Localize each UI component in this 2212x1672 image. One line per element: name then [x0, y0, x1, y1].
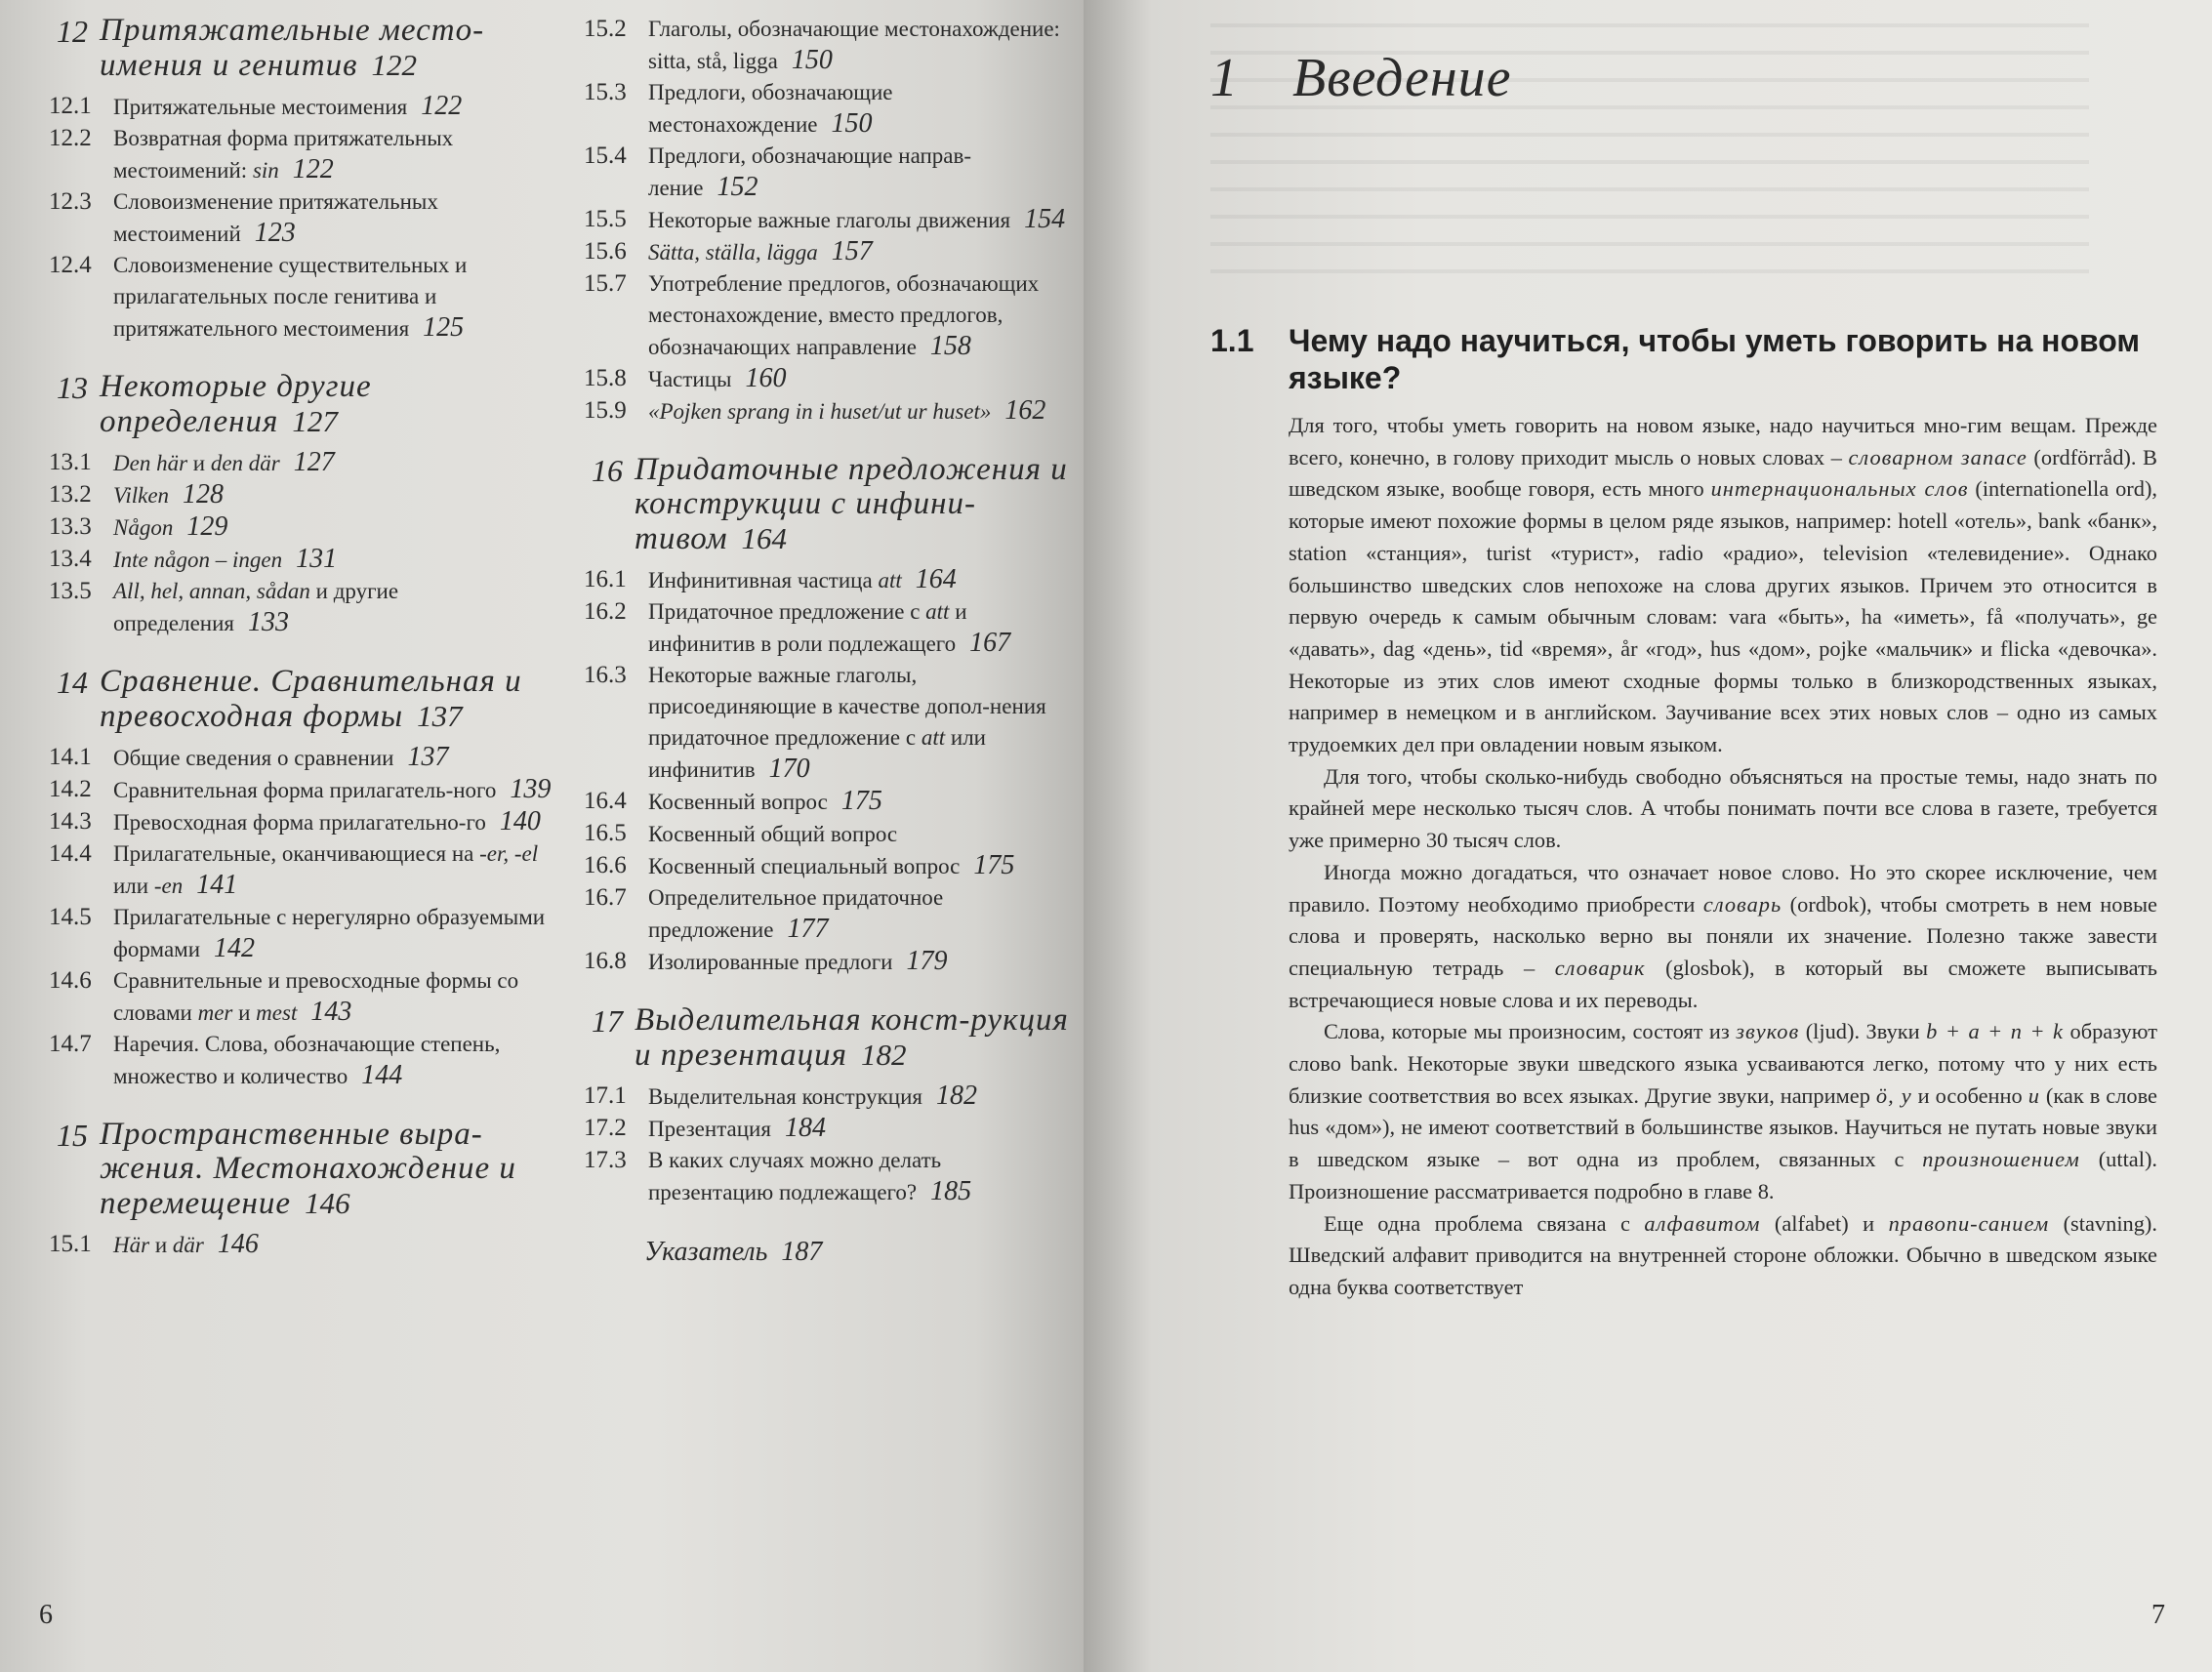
toc-entry-number: 12.4 [49, 252, 92, 278]
toc-entry-number: 16.7 [584, 884, 627, 911]
toc-entry-page: 146 [217, 1229, 259, 1259]
toc-chapter [584, 453, 1072, 978]
toc-entry-text: Косвенный общий вопрос [648, 822, 898, 846]
toc-entry-page: 177 [787, 914, 829, 944]
toc-entry-page: 140 [499, 806, 541, 836]
toc-chapter-title: Сравнение. Сравнительная и превосходная формы [100, 664, 522, 734]
toc-chapter-page: 137 [417, 699, 463, 733]
toc-entry-number: 14.6 [49, 967, 92, 994]
toc-entry-text: Косвенный специальный вопрос [648, 854, 961, 878]
toc-entry-text: Vilken [113, 483, 170, 508]
toc-chapter-heading [584, 453, 1072, 556]
toc-entry-text: или [113, 874, 154, 898]
toc-entry [584, 946, 1072, 978]
toc-index [584, 1236, 1072, 1269]
toc-entry [49, 91, 556, 123]
toc-entry-text: mer [197, 1000, 233, 1025]
toc-entry-number: 13.5 [49, 578, 92, 604]
toc-entry-page: 150 [791, 45, 833, 75]
toc-chapter-heading [49, 14, 556, 83]
toc-entry-number: 14.2 [49, 776, 92, 802]
toc-entry-text: и инфинитив в роли подлежащего [648, 599, 967, 656]
toc-chapter [49, 14, 556, 345]
toc-entry [49, 902, 556, 965]
body-paragraph [1289, 410, 2157, 761]
toc-entry-text: Sätta, ställa, lägga [648, 240, 818, 265]
toc-chapter-number: 14 [57, 665, 88, 700]
term-text: алфавитом [1644, 1210, 1761, 1236]
toc-entry-page: 175 [840, 786, 882, 816]
toc-entry-page: 182 [936, 1081, 977, 1111]
toc-entry-number: 16.6 [584, 852, 627, 878]
toc-chapter-page: 164 [741, 521, 788, 555]
toc-entry-page: 125 [423, 312, 465, 343]
toc-entry-text: Inte någon – ingen [113, 548, 283, 572]
toc-entry-page: 141 [196, 870, 238, 900]
toc-entry-text: Косвенный вопрос [648, 790, 828, 814]
paragraph-text: Слова, которые мы произносим, состоят из [1324, 1019, 1737, 1044]
section-number: 1.1 [1210, 323, 1254, 358]
toc-entry-text: att [925, 599, 950, 624]
toc-entry-number: 17.2 [584, 1115, 627, 1141]
toc-entry-page: 179 [906, 946, 948, 976]
body-text [1289, 410, 2157, 1304]
toc-chapter-number: 15 [57, 1118, 88, 1153]
toc-chapter-title: Притяжательные место-имения и генитив [100, 13, 485, 83]
toc-chapter [49, 1118, 556, 1261]
toc-chapter-title: Выделительная конст-рукция и презентация [635, 1002, 1069, 1073]
toc-entry-page: 160 [745, 363, 787, 393]
toc-entry-text: Предлоги, обозначающие местонахождение [648, 80, 893, 137]
toc-entry-text: Выделительная конструкция [648, 1084, 922, 1109]
toc-entry-text: и [149, 1233, 173, 1257]
toc-column-2 [584, 14, 1072, 1269]
toc-entry-text: Презентация [648, 1117, 771, 1141]
toc-entry-text: den där [210, 451, 280, 475]
toc-entry-page: 167 [969, 628, 1011, 658]
toc-entry-number: 16.8 [584, 948, 627, 974]
toc-entry-text: -er, -el [479, 841, 539, 866]
paragraph-text: и особенно [1911, 1082, 2028, 1108]
toc-entry-number: 16.2 [584, 598, 627, 625]
toc-entry-text: и [232, 1000, 257, 1025]
toc-entry [584, 1081, 1072, 1113]
toc-entry-number: 14.4 [49, 840, 92, 867]
toc-entry [584, 1145, 1072, 1208]
toc-entry-text: mest [256, 1000, 298, 1025]
toc-entry [584, 596, 1072, 660]
toc-entry-text: All, hel, annan, sådan [113, 579, 310, 603]
toc-entry-page: 157 [831, 236, 873, 266]
paragraph-text: Для того, чтобы уметь говорить на новом языке, надо научиться мно-гим вещам. Прежде всего, конечно, в голову приходит мысль о новых словах – [1289, 413, 2157, 469]
toc-chapter-number: 17 [592, 1003, 623, 1039]
toc-entry-page: 133 [248, 607, 290, 637]
toc-chapter [49, 665, 556, 1092]
right-page [1084, 0, 2212, 1672]
toc-entry-number: 15.6 [584, 238, 627, 265]
toc-chapter-page: 182 [860, 1038, 907, 1072]
toc-entry-text: där [172, 1233, 204, 1257]
toc-entry-text: -en [153, 874, 184, 898]
toc-entry-text: или инфинитив [648, 725, 986, 782]
toc-entry-number: 12.1 [49, 93, 92, 119]
toc-entry [49, 742, 556, 774]
toc-entry-number: 15.3 [584, 79, 627, 105]
toc-index-label: Указатель [644, 1237, 768, 1267]
toc-entry-text: att [878, 568, 902, 592]
toc-chapter-page: 146 [305, 1186, 350, 1220]
chapter-heading [1210, 39, 1511, 117]
toc-entry-page: 128 [183, 479, 225, 510]
toc-chapter [584, 1003, 1072, 1208]
toc-entry-number: 15.5 [584, 206, 627, 232]
toc-entry-page: 175 [973, 850, 1015, 880]
toc-chapter-heading [49, 1118, 556, 1221]
toc-entry-page: 144 [361, 1060, 403, 1090]
toc-entry [584, 882, 1072, 946]
page-number-right: 7 [2151, 1600, 2165, 1630]
toc-entry-text: sin [252, 158, 279, 183]
toc-entry-number: 16.3 [584, 662, 627, 688]
toc-entry-number: 14.3 [49, 808, 92, 835]
term-text: b + a + n + k [1926, 1019, 2064, 1044]
toc-chapter-number: 12 [57, 14, 88, 49]
toc-entry [49, 123, 556, 186]
toc-entry [49, 186, 556, 250]
toc-entry-text: Инфинитивная частица [648, 568, 873, 592]
toc-entry-text: Придаточное предложение с [648, 599, 921, 624]
term-text: правопи-санием [1888, 1210, 2050, 1236]
toc-entry-number: 13.4 [49, 546, 92, 572]
toc-chapter-page: 122 [371, 48, 417, 82]
toc-chapter [584, 14, 1072, 428]
paragraph-text: Еще одна проблема связана с [1324, 1210, 1645, 1236]
toc-entry-page: 142 [214, 933, 256, 963]
toc-entry-text: Прилагательные, оканчивающиеся на [113, 841, 474, 866]
toc-entry [49, 250, 556, 345]
toc-entry-text: Словоизменение существительных и прилагательных после генитива и притяжательного местоимения [113, 253, 468, 341]
section-title: Чему надо научиться, чтобы уметь говорить на новом языке? [1289, 323, 2141, 395]
toc-entry [584, 395, 1072, 428]
left-page [0, 0, 1084, 1672]
term-text: u [2028, 1082, 2040, 1108]
toc-chapter-title: Некоторые другие определения [100, 369, 372, 439]
term-text: звуков [1736, 1019, 1800, 1044]
toc-entry-number: 15.7 [584, 270, 627, 297]
toc-entry-number: 15.8 [584, 365, 627, 391]
toc-chapter-heading [584, 1003, 1072, 1073]
toc-entry-text: Некоторые важные глаголы, присоединяющие в качестве допол-нения придаточное предложение с [648, 663, 1046, 750]
toc-chapter-title: Пространственные выра-жения. Местонахождение и перемещение [100, 1117, 516, 1221]
chapter-number: 1 [1210, 48, 1238, 108]
toc-entry [49, 1229, 556, 1261]
toc-entry-page: 127 [293, 447, 335, 477]
paragraph-text: Для того, чтобы сколько-нибудь свободно объясняться на простые темы, надо знать по крайней мере несколько тысяч слов. А чтобы понимать почти все слова в газете, требуется уже примерно 30 тысяч слов. [1289, 763, 2157, 853]
toc-entry [584, 268, 1072, 363]
toc-entry-text: Некоторые важные глаголы движения [648, 208, 1011, 232]
toc-entry-text: Här [113, 1233, 150, 1257]
toc-entry [584, 786, 1072, 818]
term-text: словарь [1702, 891, 1782, 917]
toc-entry [584, 236, 1072, 268]
toc-entry-text: Притяжательные местоимения [113, 95, 408, 119]
body-paragraph [1289, 1208, 2157, 1304]
paragraph-text: (ordförråd). В шведском языке, вообще говоря, есть много [1289, 444, 2157, 502]
toc-entry-page: 158 [929, 331, 971, 361]
toc-entry [49, 806, 556, 838]
toc-entry-number: 15.1 [49, 1231, 92, 1257]
toc-chapter-number: 16 [592, 453, 623, 488]
toc-entry-text: Частицы [648, 367, 732, 391]
toc-entry [49, 511, 556, 544]
toc-entry-page: 143 [310, 997, 352, 1027]
toc-entry-number: 13.1 [49, 449, 92, 475]
toc-entry-number: 16.1 [584, 566, 627, 592]
toc-entry-page: 170 [768, 754, 810, 784]
paragraph-text: Иногда можно догадаться, что означает новое слово. Но это скорее исключение, чем правило. Поэтому необходимо приобрести [1289, 859, 2157, 917]
toc-entry [49, 447, 556, 479]
toc-entry-number: 13.2 [49, 481, 92, 508]
term-text: словарном запасе [1848, 444, 2028, 469]
toc-chapter-number: 13 [57, 370, 88, 405]
toc-chapter-heading [49, 370, 556, 439]
toc-entry-text: Превосходная форма прилагательно-го [113, 810, 486, 835]
toc-entry [584, 141, 1072, 204]
toc-entry [584, 204, 1072, 236]
toc-entry [49, 838, 556, 902]
toc-entry-page: 164 [915, 564, 957, 594]
paragraph-text: (alfabet) и [1760, 1210, 1889, 1236]
toc-entry-number: 13.3 [49, 513, 92, 540]
section-heading [1210, 322, 2196, 396]
body-paragraph [1289, 761, 2157, 857]
toc-entry-page: 185 [930, 1176, 972, 1206]
toc-chapter-page: 127 [292, 404, 338, 438]
toc-entry-number: 12.3 [49, 188, 92, 215]
toc-entry-page: 162 [1004, 395, 1046, 426]
toc-entry [584, 850, 1072, 882]
toc-entry-page: 154 [1024, 204, 1066, 234]
toc-index-page: 187 [781, 1237, 823, 1267]
toc-entry-number: 15.9 [584, 397, 627, 424]
toc-entry-page: 139 [510, 774, 552, 804]
toc-entry-text: Возвратная форма притяжательных местоимений: [113, 126, 454, 183]
toc-entry-text: att [921, 725, 946, 750]
toc-column-1 [49, 14, 556, 1261]
paragraph-text: (internationella ord), которые имеют похожие формы в целом ряде языков, например: hotell «отель», bank «банк», station «станция», turist «турист», radio «радио», television «телевидение». Однако большинство шведских слов непохоже на слова других языков. Причем это относится в первую очередь к самым обычным словам: vara «быть», ha «иметь», få «получать», ge «давать», dag «день», tid «время», år «год», hus «дом», pojke «мальчик» и flicka «девочка». Некоторые из этих слов имеют сходные формы только в близкородственных языках, например в немецком и в английском. Заучивание всех этих новых слов – одно из самых трудоемких дел при овладении новым языком. [1289, 476, 2157, 757]
chapter-title: Введение [1292, 48, 1512, 108]
toc-entry-page: 122 [292, 154, 334, 184]
toc-entry-text: Någon [113, 515, 174, 540]
toc-entry-text: Предлоги, обозначающие направ-ление [648, 143, 972, 200]
toc-chapter-title: Придаточные предложения и конструкции с инфини-тивом [635, 452, 1068, 556]
toc-entry-number: 17.3 [584, 1147, 627, 1173]
toc-entry-page: 129 [186, 511, 228, 542]
toc-entry-text: Определительное придаточное предложение [648, 885, 944, 942]
toc-entry [584, 564, 1072, 596]
toc-entry-text: Den här [113, 451, 188, 475]
toc-entry [49, 774, 556, 806]
page-number-left: 6 [39, 1600, 53, 1630]
toc-entry [584, 363, 1072, 395]
toc-entry-number: 14.1 [49, 744, 92, 770]
toc-entry [584, 818, 1072, 850]
toc-entry-page: 123 [254, 218, 296, 248]
term-text: ö, y [1875, 1082, 1912, 1108]
paragraph-text: образуют слово bank. Некоторые звуки шведского языка усваиваются легко, потому что у них есть близкие соответствия во всех языках. Другие звуки, например [1289, 1019, 2158, 1108]
paragraph-text: (uttal). Произношение рассматривается подробно в главе 8. [1289, 1147, 2158, 1203]
toc-chapter [49, 370, 556, 639]
toc-entry-text: и [187, 451, 211, 475]
toc-entry-text: Прилагательные с нерегулярно образуемыми формами [113, 905, 546, 961]
toc-entry [584, 1113, 1072, 1145]
toc-entry-page: 150 [831, 108, 873, 139]
paragraph-text: (ordbok), чтобы смотреть в нем новые слова и проверять, насколько верно вы поняли их значение. Полезно также завести специальную тетрадь – [1289, 891, 2157, 980]
toc-entry-page: 152 [717, 172, 758, 202]
toc-entry-text: и другие определения [113, 579, 399, 635]
toc-entry-text: «Pojken sprang in i huset/ut ur huset» [648, 399, 992, 424]
toc-entry [584, 77, 1072, 141]
toc-entry-number: 16.4 [584, 788, 627, 814]
toc-entry-text: Словоизменение притяжательных местоимений [113, 189, 438, 246]
toc-entry-text: Глаголы, обозначающие местонахождение: sitta, stå, ligga [648, 17, 1060, 73]
toc-entry-page: 131 [296, 544, 338, 574]
toc-entry [49, 544, 556, 576]
body-paragraph [1289, 857, 2157, 1017]
toc-entry-text: В каких случаях можно делать презентацию подлежащего? [648, 1148, 942, 1204]
paragraph-text: (как в слове hus «дом»), не имеют соответствий в большинстве языков. Научиться не путать новые звуки в шведском языке – вот одна из проблем, связанных с [1289, 1082, 2157, 1172]
paragraph-text: (glosbok), в который вы сможете выписывать встречающиеся новые слова и их переводы. [1289, 955, 2157, 1012]
toc-entry-text: Наречия. Слова, обозначающие степень, множество и количество [113, 1032, 501, 1088]
term-text: интернациональных слов [1710, 476, 1969, 502]
toc-chapter-heading [49, 665, 556, 734]
toc-entry-text: Употребление предлогов, обозначающих местонахождение, вместо предлогов, обозначающих направление [648, 271, 1040, 359]
term-text: произношением [1922, 1147, 2080, 1172]
toc-entry-text: Общие сведения о сравнении [113, 746, 394, 770]
toc-entry-page: 137 [407, 742, 449, 772]
toc-entry [49, 965, 556, 1029]
toc-entry-number: 17.1 [584, 1082, 627, 1109]
paragraph-text: (stavning). Шведский алфавит приводится на внутренней стороне обложки. Обычно в шведском языке одна буква соответствует [1289, 1210, 2157, 1299]
paragraph-text: (ljud). Звуки [1799, 1019, 1927, 1044]
toc-entry [584, 14, 1072, 77]
body-paragraph [1289, 1016, 2157, 1207]
toc-entry [49, 1029, 556, 1092]
toc-entry-text: Сравнительные и превосходные формы со словами [113, 968, 519, 1025]
term-text: словарик [1554, 955, 1646, 980]
toc-entry-page: 184 [784, 1113, 826, 1143]
toc-entry [584, 660, 1072, 786]
toc-entry [49, 576, 556, 639]
toc-entry-number: 16.5 [584, 820, 627, 846]
toc-entry-text: Изолированные предлоги [648, 950, 893, 974]
toc-entry-text: Сравнительная форма прилагатель-ного [113, 778, 497, 802]
toc-entry-page: 122 [421, 91, 463, 121]
toc-entry-number: 14.7 [49, 1031, 92, 1057]
toc-entry-number: 15.2 [584, 16, 627, 42]
toc-entry-number: 15.4 [584, 143, 627, 169]
toc-entry-number: 14.5 [49, 904, 92, 930]
toc-entry [49, 479, 556, 511]
toc-entry-number: 12.2 [49, 125, 92, 151]
